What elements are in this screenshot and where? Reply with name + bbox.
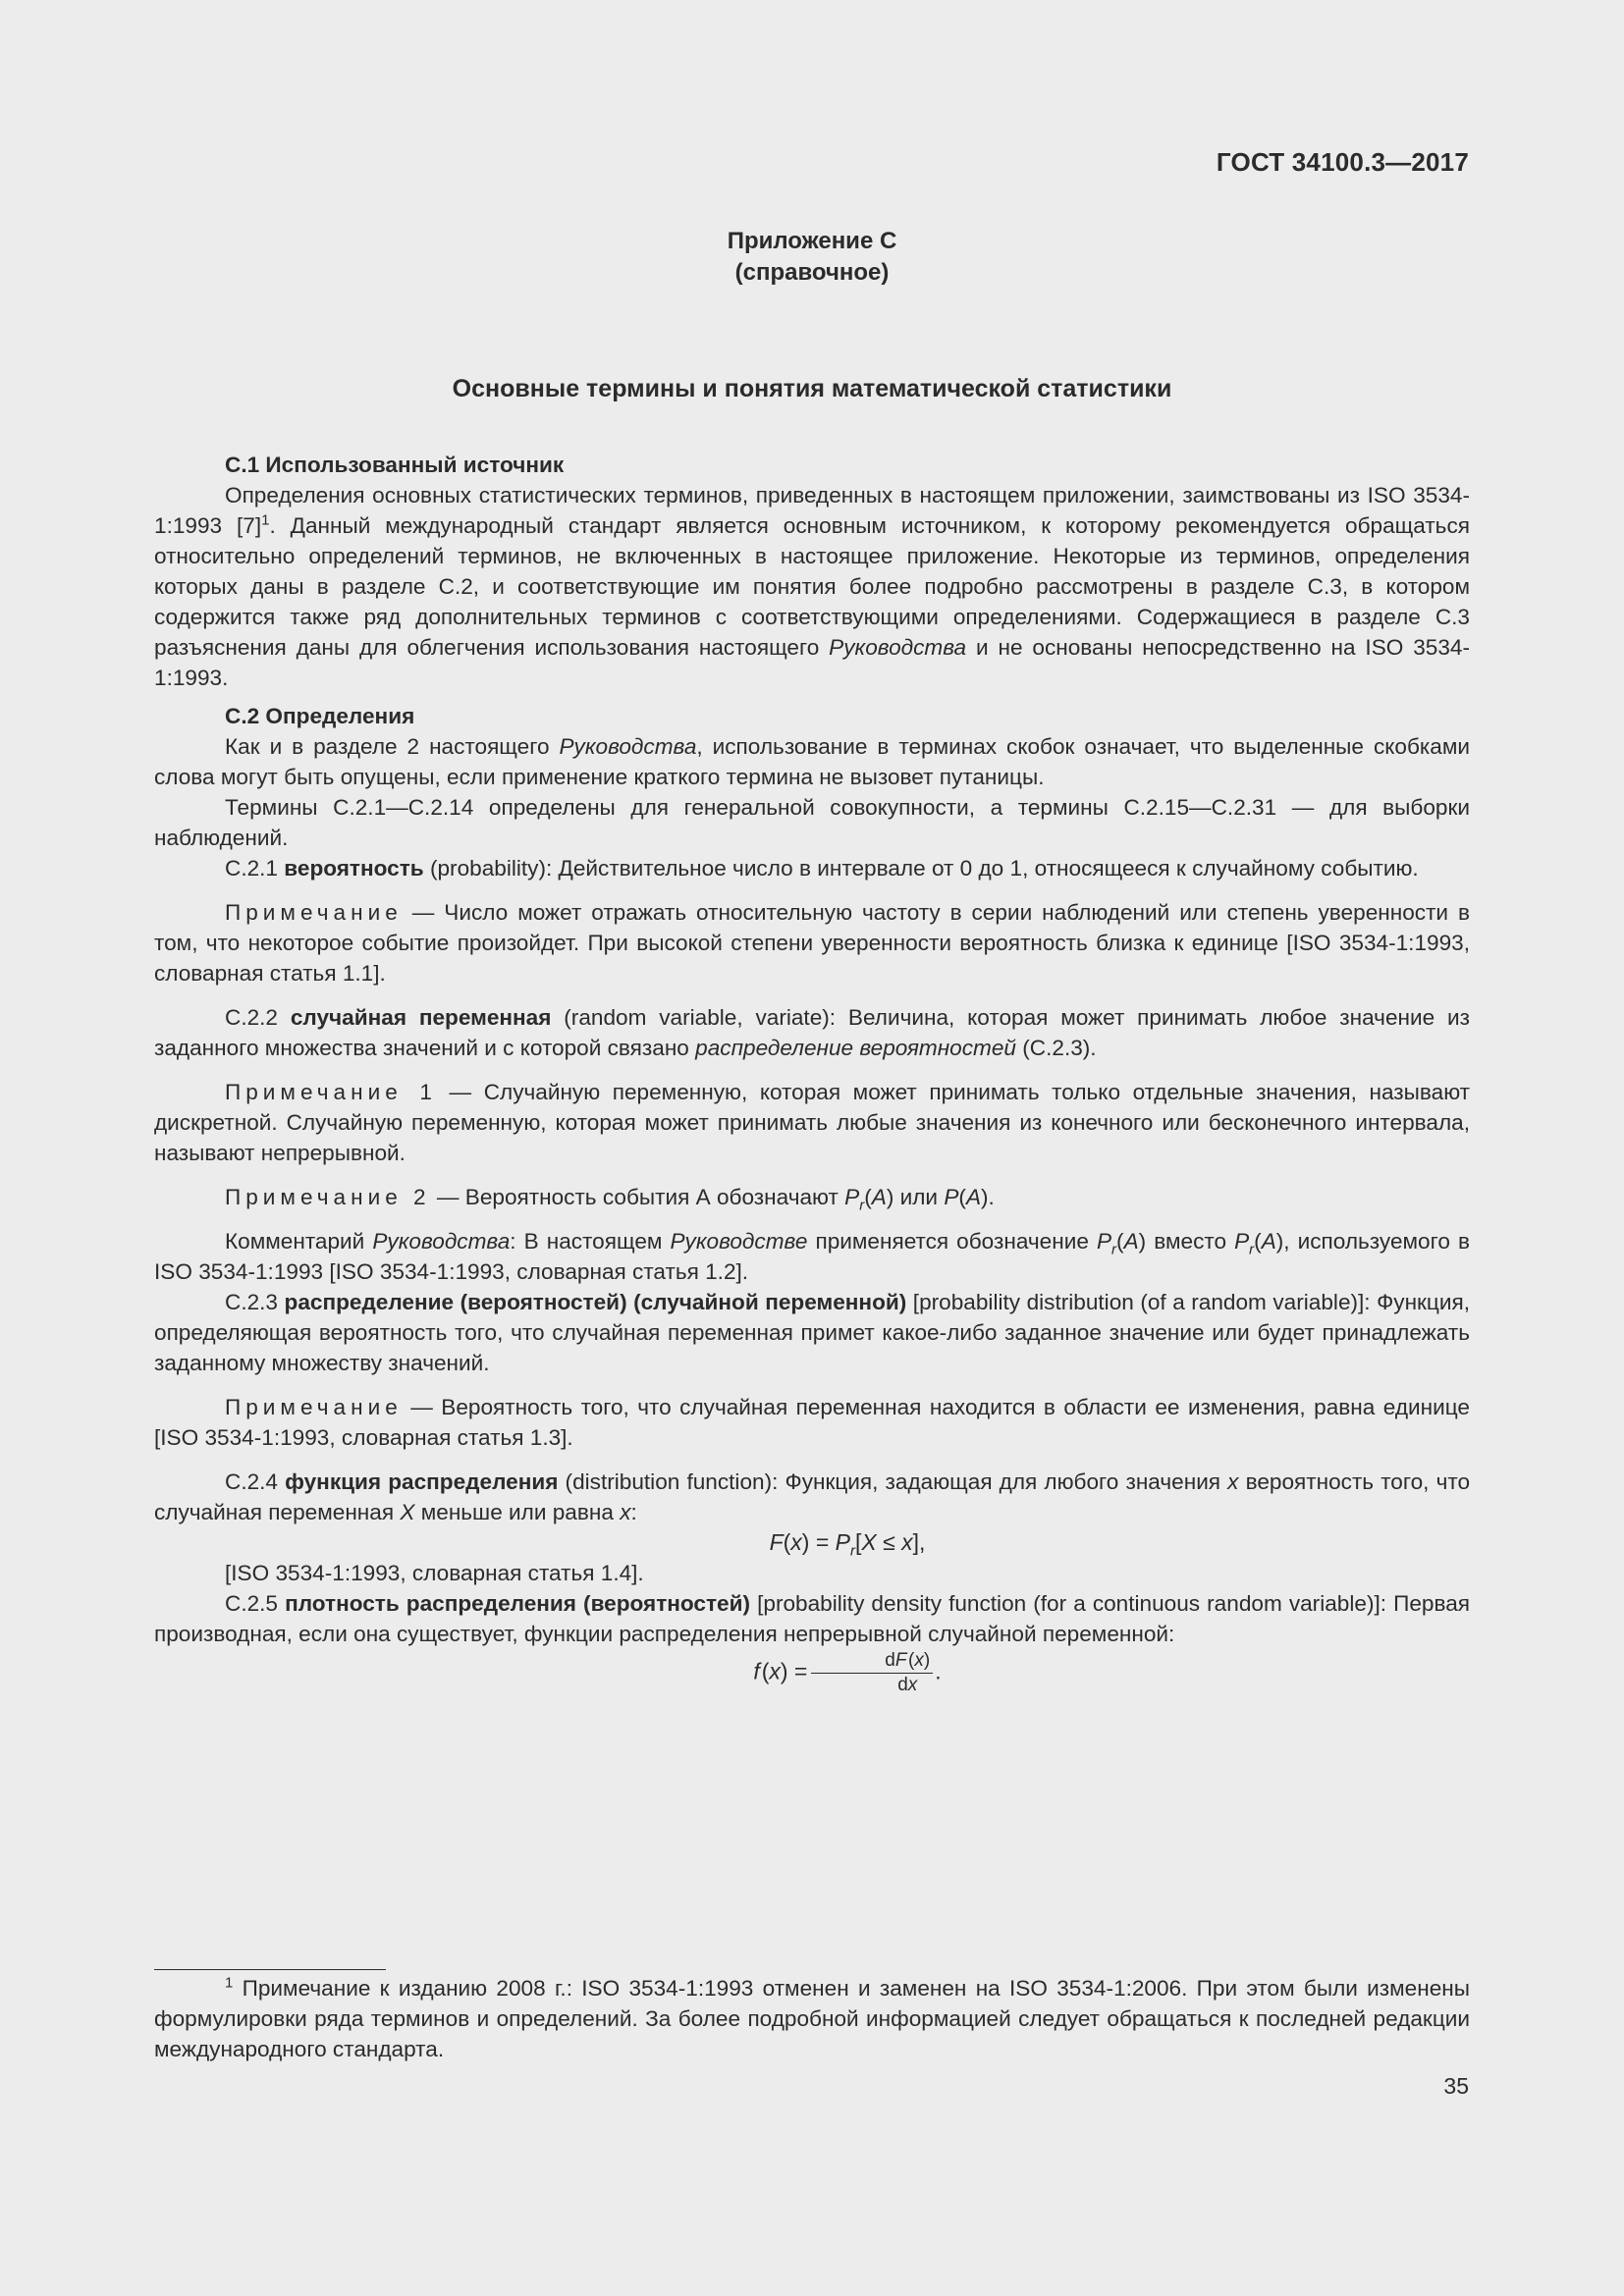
main-title: Основные термины и понятия математической статистики (452, 375, 1172, 402)
derivative-fraction: $\frac{dF (x)}{dx}$ (811, 1649, 933, 1697)
term-c24-reference: [ISO 3534-1:1993, словарная статья 1.4]. (225, 1561, 644, 1585)
section-c2-intro: Как и в разделе 2 настоящего Руководства, использование в терминах скобок означает, что выделенные скобками слова могут быть опущены, если применение краткого термина не вызовет путаницы. (154, 734, 1470, 789)
appendix-title: Приложение С (727, 228, 897, 254)
footnote (154, 1973, 1470, 2064)
section-c2-terms-range: Термины С.2.1—С.2.14 определены для генеральной совокупности, а термины С.2.15—С.2.31 — для выборки наблюдений. (154, 795, 1470, 850)
section-c1-paragraph: Определения основных статистических терминов, приведенных в настоящем приложении, заимствованы из ISO 3534-1:1993 $[7]^1$. Данный международный стандарт является основным источником, к которому рекомендуется обращаться относительно определений терминов, не включенных в настоящее приложение. Некоторые из терминов, определения которых даны в разделе С.2, и соответствующие им понятия более подробно рассмотрены в разделе С.3, в котором содержится также ряд дополнительных терминов с соответствующими определениями. Содержащиеся в разделе С.3 разъяснения даны для облегчения использования настоящего Руководства и не основаны непосредственно на ISO 3534-1:1993. (154, 483, 1471, 690)
body-text (154, 450, 1470, 1697)
term-c23-note: Примечание — Вероятность того, что случайная переменная находится в области ее изменения, равна единице [ISO 3534-1:1993, словарная статья 1.3]. (154, 1395, 1470, 1450)
term-c21-note: Примечание — Число может отражать относительную частоту в серии наблюдений или степень уверенности в том, что некоторое событие произойдет. При высокой степени уверенности вероятность близка к единице [ISO 3534-1:1993, словарная статья 1.1]. (154, 900, 1470, 986)
footnote-divider (154, 1969, 386, 1970)
guide-comment: Комментарий Руководства: В настоящем Руководстве применяется обозначение $P_r(A)$ вместо $P_r(A)$, используемого в ISO 3534-1:1993 [ISO 3534-1:1993, словарная статья 1.2]. (154, 1229, 1470, 1284)
term-c22: С.2.2 случайная переменная (random variable, variate): Величина, которая может принимать любое значение из заданного множества значений и с которой связано распределение вероятностей (С.2.3). (154, 1005, 1470, 1060)
section-c1-heading: С.1 Использованный источник (225, 453, 565, 477)
term-c25: С.2.5 плотность распределения (вероятностей) [probability density function (for a continuous random variable)]: Первая производная, если она существует, функции распределения непрерывной случайной переменной: (154, 1591, 1471, 1646)
appendix-heading (0, 226, 1624, 289)
formula-distribution-function: $F(x) = P_r[X \le x]$, (769, 1529, 926, 1560)
footnote-mark: 1 (225, 1974, 234, 1992)
term-c22-note2: Примечание 2 — Вероятность события А обозначают $P_r(A)$ или P(A). (225, 1185, 995, 1214)
appendix-type: (справочное) (734, 259, 890, 286)
term-c24: С.2.4 функция распределения (distribution function): Функция, задающая для любого значения x вероятность того, что случайная переменная X меньше или равна x: (154, 1469, 1471, 1524)
term-c23: С.2.3 распределение (вероятностей) (случайной переменной) [probability distribution (of a random variable)]: Функция, определяющая вероятность того, что случайная переменная примет какое-либо заданное значение или будет принадлежать заданному множеству значений. (154, 1290, 1471, 1375)
term-c21: С.2.1 вероятность (probability): Действительное число в интервале от 0 до 1, относящееся к случайному событию. (225, 856, 1419, 881)
section-c2-heading: С.2 Определения (225, 704, 415, 728)
footnote-text: Примечание к изданию 2008 г.: ISO 3534-1:1993 отменен и заменен на ISO 3534-1:2006. При этом были изменены формулировки ряда терминов и определений. За более подробной информацией следует обращаться к последней редакции международного стандарта. (154, 1976, 1470, 2061)
page-number: 35 (1443, 2073, 1469, 2099)
document-code: ГОСТ 34100.3—2017 (1216, 147, 1469, 177)
formula-density-function: f (x) = $\frac{dF (x)}{dx}$ . (753, 1650, 942, 1695)
footnote-ref: 1 (261, 511, 270, 529)
term-c22-note1: Примечание 1 — Случайную переменную, которая может принимать только отдельные значения, называют дискретной. Случайную переменную, которая может принимать любые значения из конечного или бесконечного интервала, называют непрерывной. (154, 1080, 1471, 1165)
